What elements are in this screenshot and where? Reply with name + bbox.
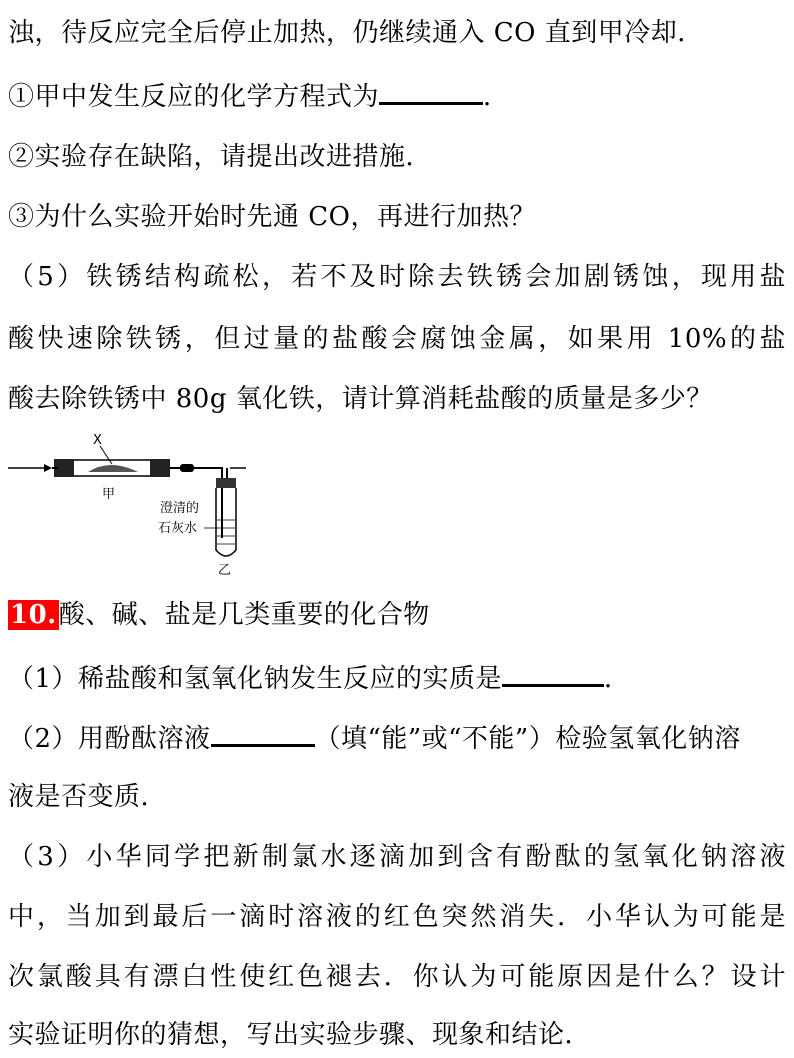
text-line-1: 浊，待反应完全后停止加热，仍继续通入 CO 直到甲冷却． (8, 18, 704, 48)
question-10-part-3-line-2: 中，当加到最后一滴时溶液的红色突然消失．小华认为可能是 (8, 902, 786, 932)
question-10-part-3-line-3: 次氯酸具有漂白性使红色褪去．你认为可能原因是什么？设计 (8, 962, 786, 992)
text-line-4: ③为什么实验开始时先通 CO，再进行加热？ (8, 202, 536, 232)
question-number-badge: 10. (10, 600, 57, 630)
answer-blank-equation[interactable] (379, 78, 483, 105)
apparatus-diagram (0, 428, 260, 580)
label-jia: 甲 (102, 487, 116, 502)
question-10-title: 酸、碱、盐是几类重要的化合物 (58, 600, 430, 630)
question-10-title-line (8, 598, 786, 632)
text-line-7: 酸去除铁锈中 80g 氧化铁，请计算消耗盐酸的质量是多少？ (8, 384, 713, 414)
part-2-prompt: （2）用酚酞溶液 (8, 724, 211, 754)
answer-blank-part-1[interactable] (502, 660, 604, 687)
label-yi: 乙 (218, 563, 232, 578)
equation-prompt: ①甲中发生反应的化学方程式为 (8, 82, 380, 112)
text-line-6: 酸快速除铁锈，但过量的盐酸会腐蚀金属，如果用 10%的盐 (8, 324, 786, 354)
part-1-prompt: （1）稀盐酸和氢氧化钠发生反应的实质是 (8, 664, 503, 694)
text-line-5: （5）铁锈结构疏松，若不及时除去铁锈会加剧锈蚀，现用盐 (8, 262, 786, 292)
question-10-part-2-cont: 液是否变质． (8, 782, 168, 812)
label-lime-1: 澄清的 (160, 501, 200, 516)
question-line-equation (8, 78, 786, 114)
question-10-part-1 (8, 660, 786, 696)
label-x: X (93, 433, 102, 448)
equation-period: ． (483, 82, 510, 112)
question-10-part-3-line-4: 实验证明你的猜想，写出实验步骤、现象和结论． (8, 1020, 592, 1050)
text-line-3: ②实验存在缺陷，请提出改进措施． (8, 142, 433, 172)
label-lime-2: 石灰水 (158, 521, 198, 536)
part-2-hint: （填“能”或“不能”）检验氢氧化钠溶 (314, 724, 741, 754)
part-1-period: ． (604, 664, 631, 694)
answer-blank-part-2[interactable] (211, 720, 315, 747)
question-10-part-3-line-1: （3）小华同学把新制氯水逐滴加到含有酚酞的氢氧化钠溶液 (8, 842, 786, 872)
question-10-part-2 (8, 720, 786, 756)
